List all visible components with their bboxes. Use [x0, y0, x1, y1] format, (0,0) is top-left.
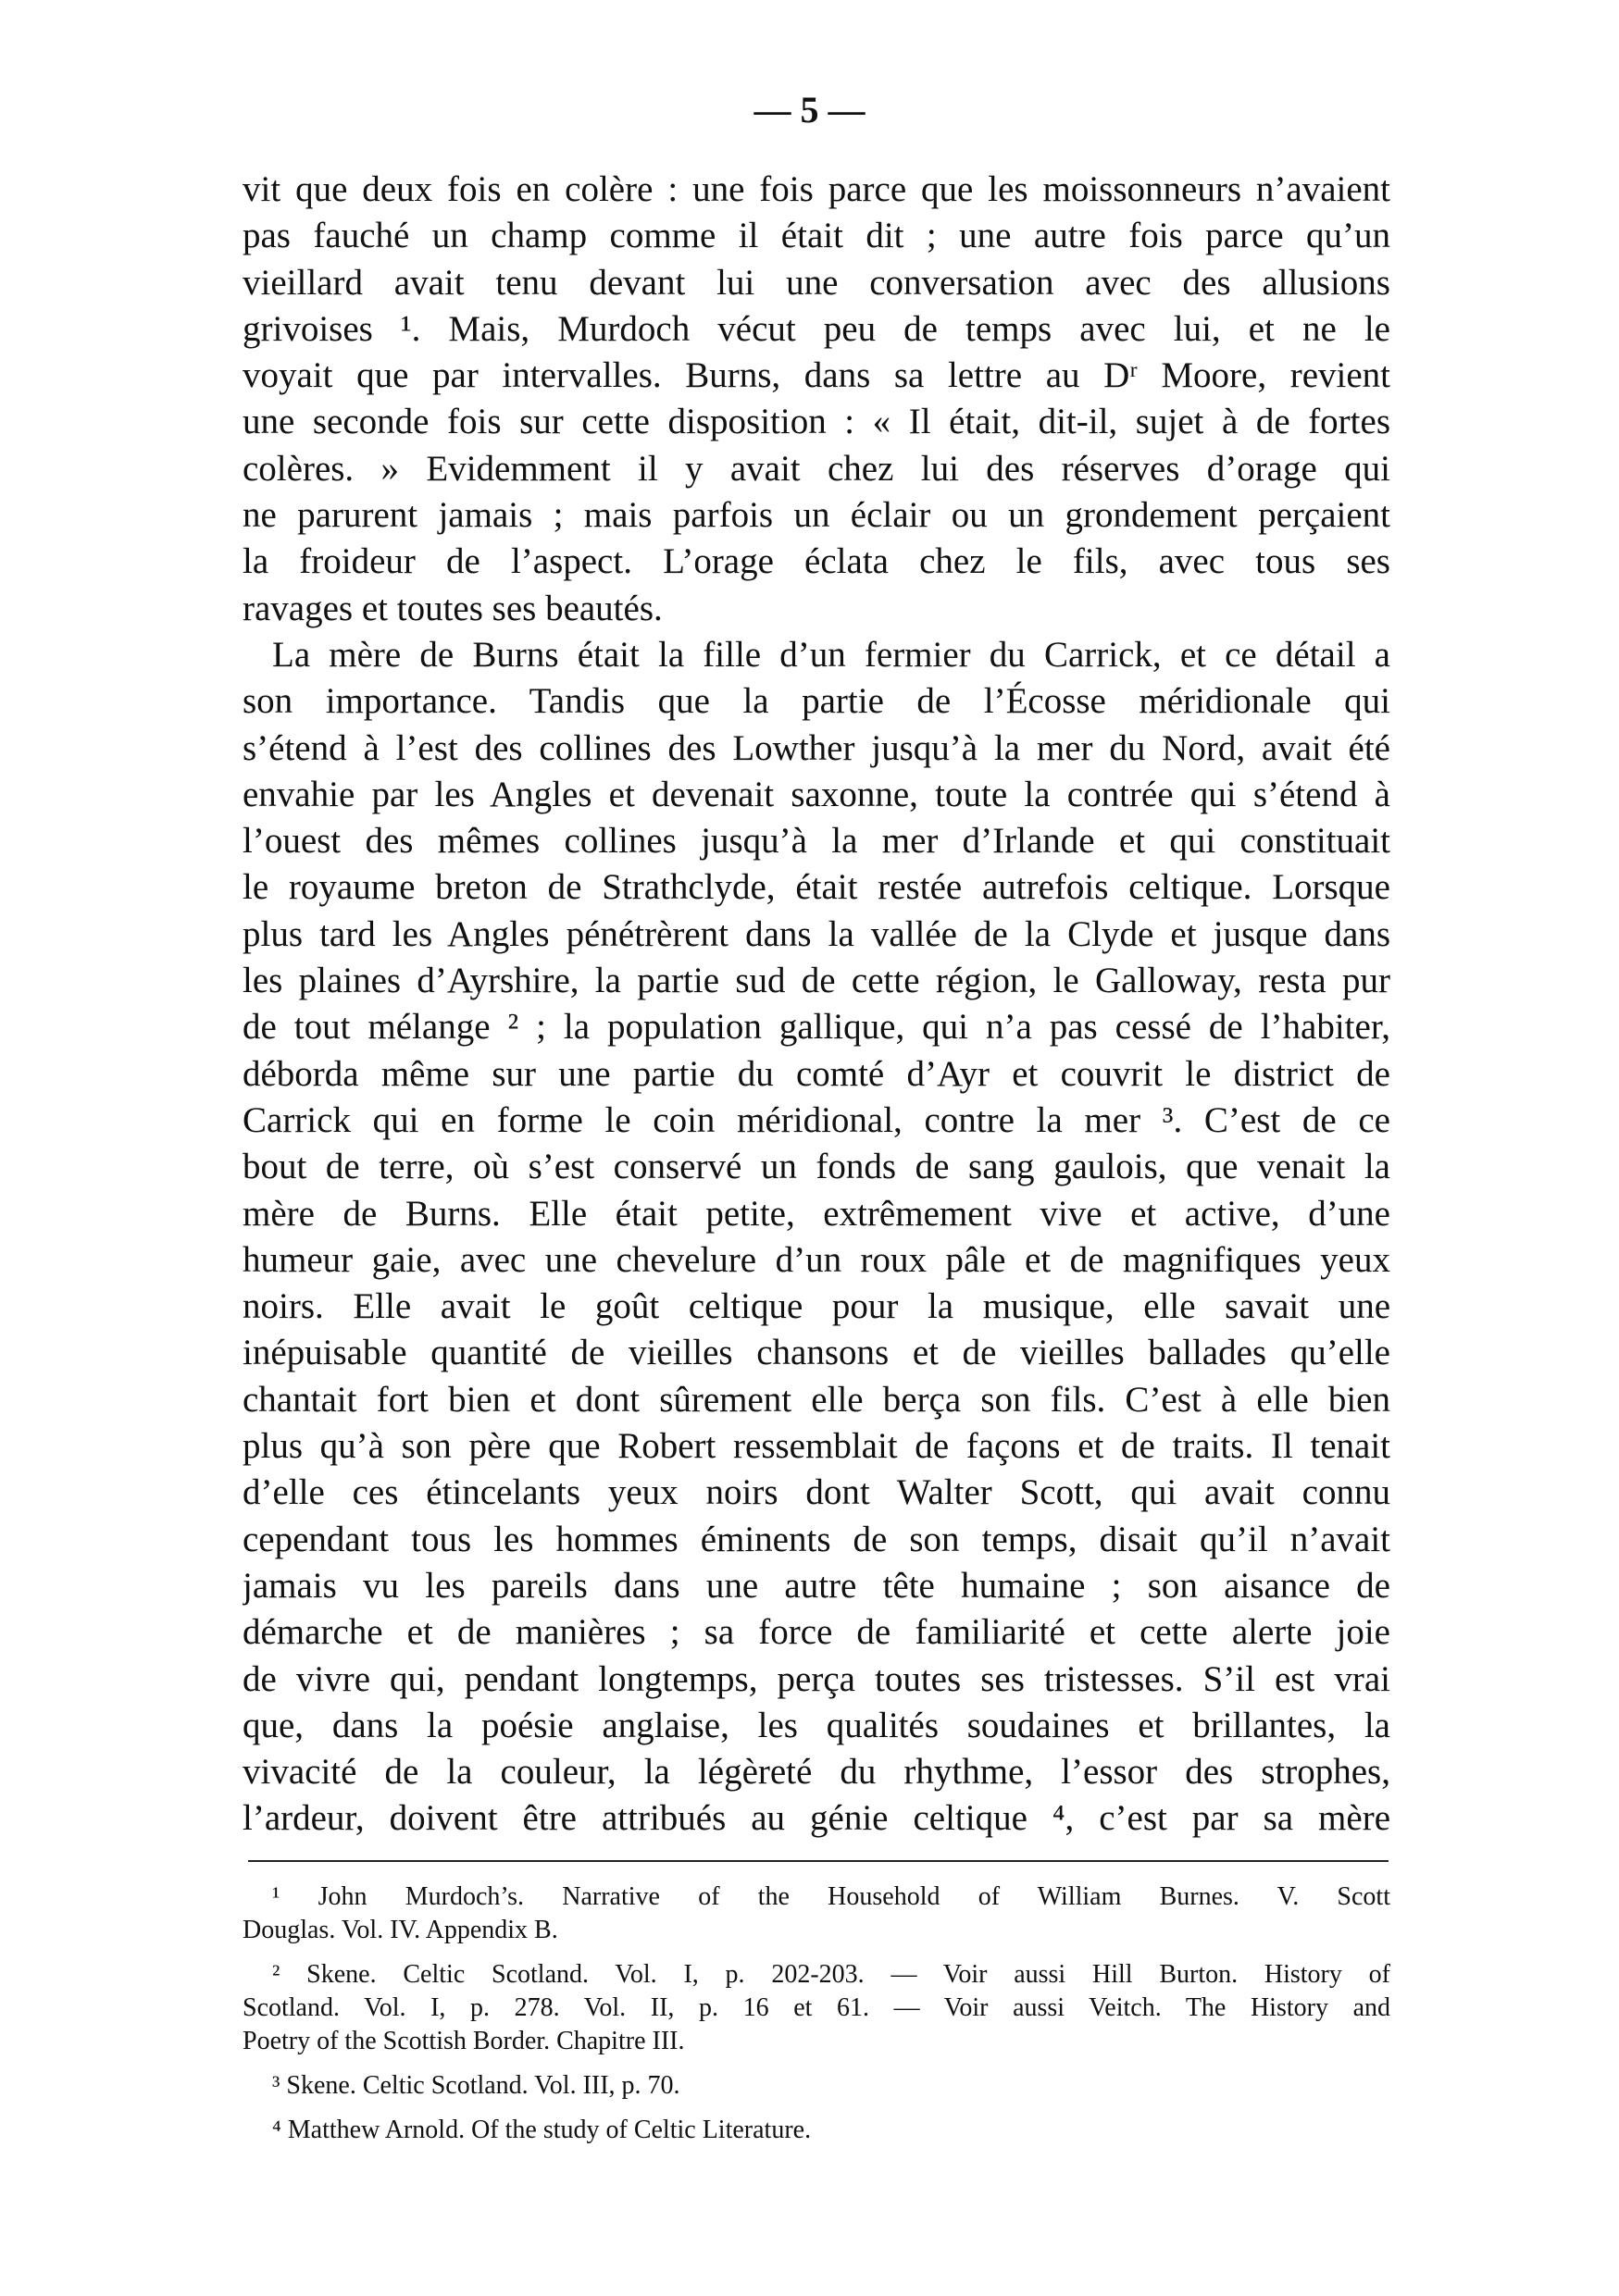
text-line: jamais vu les pareils dans une autre tête humaine ; son aisance de — [243, 1565, 1390, 1606]
text-line: humeur gaie, avec une chevelure d’un roux pâle et de magnifiques yeux — [243, 1239, 1390, 1280]
footnote-1 — [243, 1880, 1390, 1947]
text-line: que, dans la poésie anglaise, les qualités soudaines et brillantes, la — [243, 1705, 1390, 1745]
footnote-line: Poetry of the Scottish Border. Chapitre III. — [243, 2027, 685, 2055]
footnote-line: Scotland. Vol. I, p. 278. Vol. II, p. 16 et 61. — Voir aussi Veitch. The History and — [243, 1993, 1390, 2022]
body-text — [243, 167, 1390, 1843]
footnote-3 — [243, 2069, 1390, 2103]
text-line: vit que deux fois en colère : une fois parce que les moissonneurs n’avaient — [243, 169, 1390, 209]
text-line: la froideur de l’aspect. L’orage éclata chez le fils, avec tous ses — [243, 541, 1390, 582]
footnote-line: ² Skene. Celtic Scotland. Vol. I, p. 202-203. — Voir aussi Hill Burton. History of — [272, 1960, 1390, 1989]
text-line: La mère de Burns était la fille d’un fermier du Carrick, et ce détail a — [272, 634, 1390, 675]
text-line: s’étend à l’est des collines des Lowther jusqu’à la mer du Nord, avait été — [243, 727, 1390, 768]
footnote-line: ⁴ Matthew Arnold. Of the study of Celtic Literature. — [272, 2116, 812, 2144]
text-line: une seconde fois sur cette disposition : « Il était, dit-il, sujet à de fortes — [243, 402, 1390, 442]
text-line: grivoises ¹. Mais, Murdoch vécut peu de temps avec lui, et ne le — [243, 308, 1390, 349]
text-line: démarche et de manières ; sa force de familiarité et cette alerte joie — [243, 1612, 1390, 1653]
text-line: inépuisable quantité de vieilles chansons et de vieilles ballades qu’elle — [243, 1333, 1390, 1373]
text-line: vivacité de la couleur, la légèreté du rhythme, l’essor des strophes, — [243, 1752, 1390, 1793]
footnotes — [243, 1880, 1390, 2158]
text-line: mère de Burns. Elle était petite, extrêmement vive et active, d’une — [243, 1193, 1390, 1234]
text-line: plus tard les Angles pénétrèrent dans la vallée de la Clyde et jusque dans — [243, 913, 1390, 954]
footnote-4 — [243, 2114, 1390, 2147]
text-line: son importance. Tandis que la partie de l’Écosse méridionale qui — [243, 681, 1390, 722]
text-line: ravages et toutes ses beautés. — [243, 588, 663, 628]
text-line: Carrick qui en forme le coin méridional, contre la mer ³. C’est de ce — [243, 1099, 1390, 1140]
footnote-line: ¹ John Murdoch’s. Narrative of the Household of William Burnes. V. Scott — [272, 1882, 1390, 1911]
footnote-2 — [243, 1958, 1390, 2058]
text-line: plus qu’à son père que Robert ressemblait de façons et de traits. Il tenait — [243, 1426, 1390, 1467]
text-line: cependant tous les hommes éminents de son temps, disait qu’il n’avait — [243, 1519, 1390, 1559]
text-line: déborda même sur une partie du comté d’Ayr et couvrit le district de — [243, 1053, 1390, 1094]
text-line: vieillard avait tenu devant lui une conversation avec des allusions — [243, 262, 1390, 303]
text-line: de tout mélange ² ; la population gallique, qui n’a pas cessé de l’habiter, — [243, 1007, 1390, 1048]
text-line: l’ardeur, doivent être attribués au génie celtique ⁴, c’est par sa mère — [243, 1798, 1390, 1839]
text-line: de vivre qui, pendant longtemps, perça toutes ses tristesses. S’il est vrai — [243, 1658, 1390, 1699]
text-line: d’elle ces étincelants yeux noirs dont Walter Scott, qui avait connu — [243, 1472, 1390, 1513]
text-line: noirs. Elle avait le goût celtique pour la musique, elle savait une — [243, 1286, 1390, 1327]
text-line: pas fauché un champ comme il était dit ; une autre fois parce qu’un — [243, 216, 1390, 256]
text-line: bout de terre, où s’est conservé un fonds de sang gaulois, que venait la — [243, 1147, 1390, 1187]
text-line: ne parurent jamais ; mais parfois un éclair ou un grondement perçaient — [243, 495, 1390, 536]
text-line: chantait fort bien et dont sûrement elle berça son fils. C’est à elle bien — [243, 1379, 1390, 1420]
footnote-line: ³ Skene. Celtic Scotland. Vol. III, p. 70. — [272, 2071, 680, 2100]
footnote-divider — [248, 1860, 1389, 1862]
text-line: le royaume breton de Strathclyde, était restée autrefois celtique. Lorsque — [243, 867, 1390, 908]
text-line: voyait que par intervalles. Burns, dans sa lettre au Dʳ Moore, revient — [243, 355, 1390, 396]
page-number: — 5 — — [753, 89, 866, 130]
text-line: colères. » Evidemment il y avait chez lui des réserves d’orage qui — [243, 448, 1390, 489]
footnote-line: Douglas. Vol. IV. Appendix B. — [243, 1916, 558, 1944]
text-line: les plaines d’Ayrshire, la partie sud de cette région, le Galloway, resta pur — [243, 961, 1390, 1001]
text-line: l’ouest des mêmes collines jusqu’à la mer d’Irlande et qui constituait — [243, 821, 1390, 862]
text-line: envahie par les Angles et devenait saxonne, toute la contrée qui s’étend à — [243, 774, 1390, 814]
